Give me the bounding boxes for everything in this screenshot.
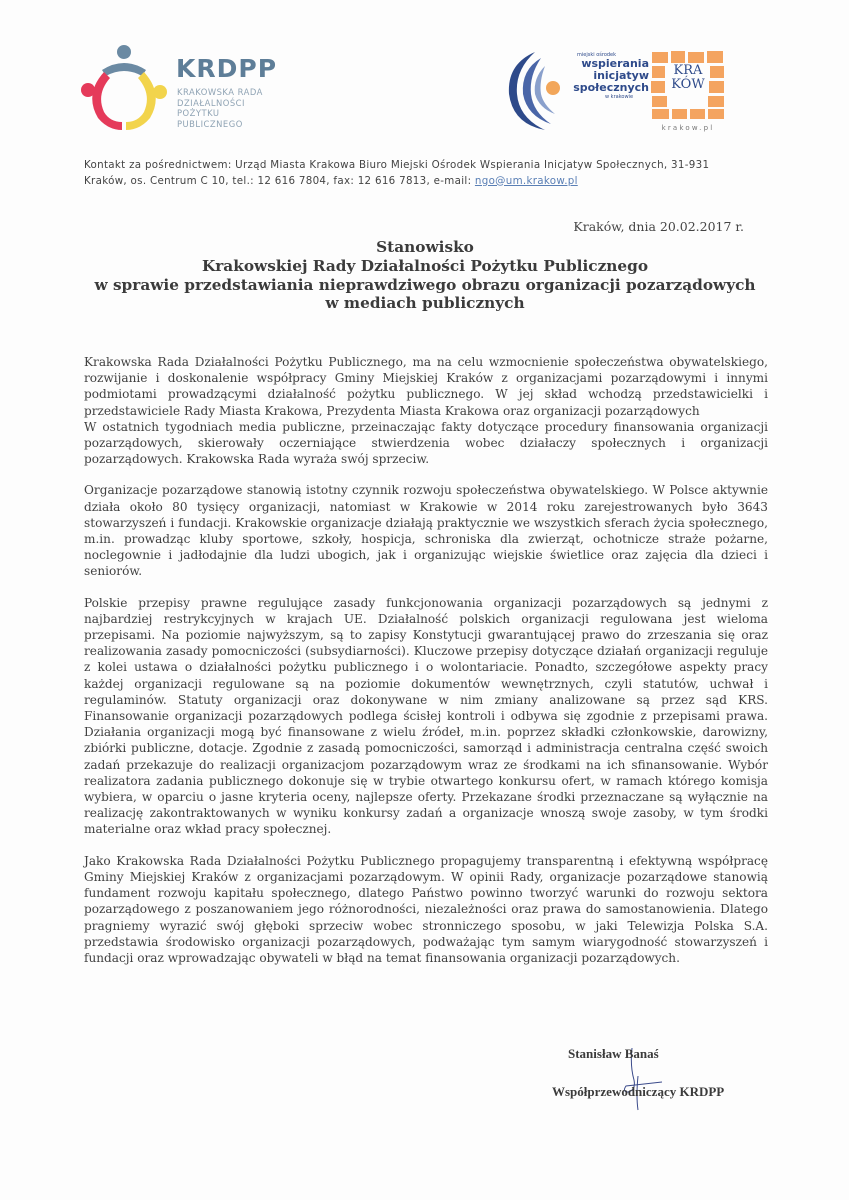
- contact-address: Kraków, os. Centrum C 10, tel.: 12 616 7804, fax: 12 616 7813, e-mail:: [84, 174, 475, 187]
- krdpp-subtitle-line: PUBLICZNEGO: [177, 118, 243, 129]
- mowis-small-top: miejski ośrodek: [577, 52, 617, 58]
- krdpp-acronym: KRDPP: [176, 54, 278, 83]
- paragraph: Organizacje pozarządowe stanowią istotny czynnik rozwoju społeczeństwa obywatelskiego. W Polsce aktywnie działa około 80 tysięcy organizacji, natomiast w Krakowie w 2014 roku zarejestrowanych było 3643 stowarzyszeń i fundacji. Krakowskie organizacje działają praktycznie we wszystkich sferach życia społecznego, m.in. prowadząc kluby sportowe, szkoły, hospicja, schroniska dla zwierząt, ochotnicze straże pożarne, noclegownie i jadłodajnie dla ludzi ubogich, jak i organizując wiejskie świetlice oraz zajęcia dla dzieci i seniorów.: [84, 483, 768, 579]
- paragraph: W ostatnich tygodniach media publiczne, przeinaczając fakty dotyczące procedury finansowania organizacji pozarządowych, skierowały oczerniające stwierdzenia wobec działaczy społecznych i organizacji pozarządowych. Krakowska Rada wyraża swój sprzeciw.: [84, 419, 768, 467]
- krakow-logo: [650, 50, 726, 134]
- email-link[interactable]: ngo@um.krakow.pl: [474, 174, 578, 187]
- krdpp-subtitle-line: DZIAŁALNOŚCI: [177, 97, 245, 108]
- krakow-wordmark: [668, 64, 708, 92]
- paragraph: Krakowska Rada Działalności Pożytku Publicznego, ma na celu wzmocnienie społeczeństwa obywatelskiego, rozwijanie i doskonalenie współpracy Gminy Miejskiej Kraków z organizacjami pozarządowymi i innymi podmiotami prowadzącymi działalność pożytku publicznego. W jej skład wchodzą przedstawicielki i przedstawiciele Rady Miasta Krakowa, Prezydenta Miasta Krakowa oraz organizacji pozarządowych: [84, 355, 768, 418]
- mowis-swirl-icon: [505, 48, 575, 132]
- contact-line-1: Kontakt za pośrednictwem: Urząd Miasta Krakowa Biuro Miejski Ośrodek Wspierania Inicjatyw Społecznych, 31-931: [84, 159, 710, 171]
- mowis-wordmark: [567, 52, 649, 100]
- signatory-role: Współprzewodniczący KRDPP: [552, 1084, 725, 1099]
- title-line: w mediach publicznych: [325, 294, 525, 313]
- krakow-url: krakow.pl: [661, 124, 715, 132]
- contact-line-2: [84, 174, 774, 190]
- mowis-line: społecznych: [573, 81, 649, 94]
- paragraph: Jako Krakowska Rada Działalności Pożytku Publicznego propagujemy transparentną i efektywną współpracę Gminy Miejskiej Kraków z organizacjami pozarządowym. W opinii Rady, organizacje pozarządowe stanowią fundament rozwoju kapitału społecznego, dlatego Państwo powinno tworzyć warunki do rozwoju sektora pozarządowego z poszanowaniem jego różnorodności, niezależności oraz prawa do samostanowienia. Dlatego pragniemy wyrazić swój głęboki sprzeciw wobec stronniczego sposobu, w jaki Telewizja Polska S.A. przedstawia środowisko organizacji pozarządowych, podważając tym samym wiarygodność stowarzyszeń i fundacji oraz wprowadzając obywateli w błąd na temat finansowania organizacji pozarządowych.: [84, 853, 768, 965]
- document-title: [80, 238, 770, 313]
- title-line: Krakowskiej Rady Działalności Pożytku Publicznego: [201, 256, 649, 275]
- mowis-line: inicjatyw: [593, 69, 649, 82]
- contact-info: [84, 158, 774, 189]
- krdpp-subtitle-line: POŻYTKU: [177, 108, 220, 119]
- document-date: Kraków, dnia 20.02.2017 r.: [573, 219, 744, 234]
- krakow-word-line: KÓW: [671, 77, 705, 92]
- paragraph: Polskie przepisy prawne regulujące zasady funkcjonowania organizacji pozarządowych są jednymi z najbardziej restrykcyjnych w krajach UE. Działalność polskich organizacji regulowana jest wieloma przepisami. Na poziomie najwyższym, są to zapisy Konstytucji gwarantującej prawo do zrzeszania się oraz realizowania zasady pomocniczości (subsydiarności). Kluczowe przepisy dotyczące działań organizacji reguluje z kolei ustawa o działalności pożytku publicznego i o wolontariacie. Ponadto, szczegółowe aspekty pracy każdej organizacji regulowane są na poziomie dokumentów wewnętrznych, czyli statutów, uchwał i regulaminów. Statuty organizacji oraz dokonywane w nim zmiany analizowane są przez sąd KRS. Finansowanie organizacji pozarządowych podlega ścisłej kontroli i odbywa się zgodnie z przepisami prawa. Działania organizacji mogą być finansowane z wielu źródeł, m.in. poprzez składki członkowskie, darowizny, zbiórki publiczne, dotacje. Zgodnie z zasadą pomocniczości, samorząd i administracja centralna część swoich zadań przekazuje do realizacji organizacjom pozarządowym wraz ze środkami na ich sfinansowanie. Wybór realizatora zadania publicznego dokonuje się w trybie otwartego konkursu ofert, w ramach którego komisja wybiera, w oparciu o jasne kryteria oceny, najlepsze oferty. Przekazane środki przeznaczane są wyłącznie na realizację zakontraktowanych w wyniku konkursy zadań a organizacje wnoszą swoje zasoby, w tym środki materialne oraz wkład pracy społecznej.: [84, 595, 768, 837]
- krdpp-subtitle-line: KRAKOWSKA RADA: [177, 87, 263, 97]
- title-line: w sprawie przedstawiania nieprawdziwego obrazu organizacji pozarządowych: [94, 275, 756, 294]
- mowis-logo: [505, 48, 655, 132]
- title-line: Stanowisko: [376, 238, 474, 256]
- signatory-name: Stanisław Banaś: [568, 1046, 659, 1061]
- krdpp-subtitle: [177, 87, 287, 129]
- krakow-word-line: KRA: [673, 63, 703, 78]
- krdpp-people-circle-icon: [78, 42, 170, 134]
- mowis-line: wspierania: [581, 57, 649, 70]
- mowis-small-bottom: w krakowie: [605, 94, 634, 100]
- document-body: [84, 354, 768, 981]
- krdpp-logo: [78, 42, 278, 134]
